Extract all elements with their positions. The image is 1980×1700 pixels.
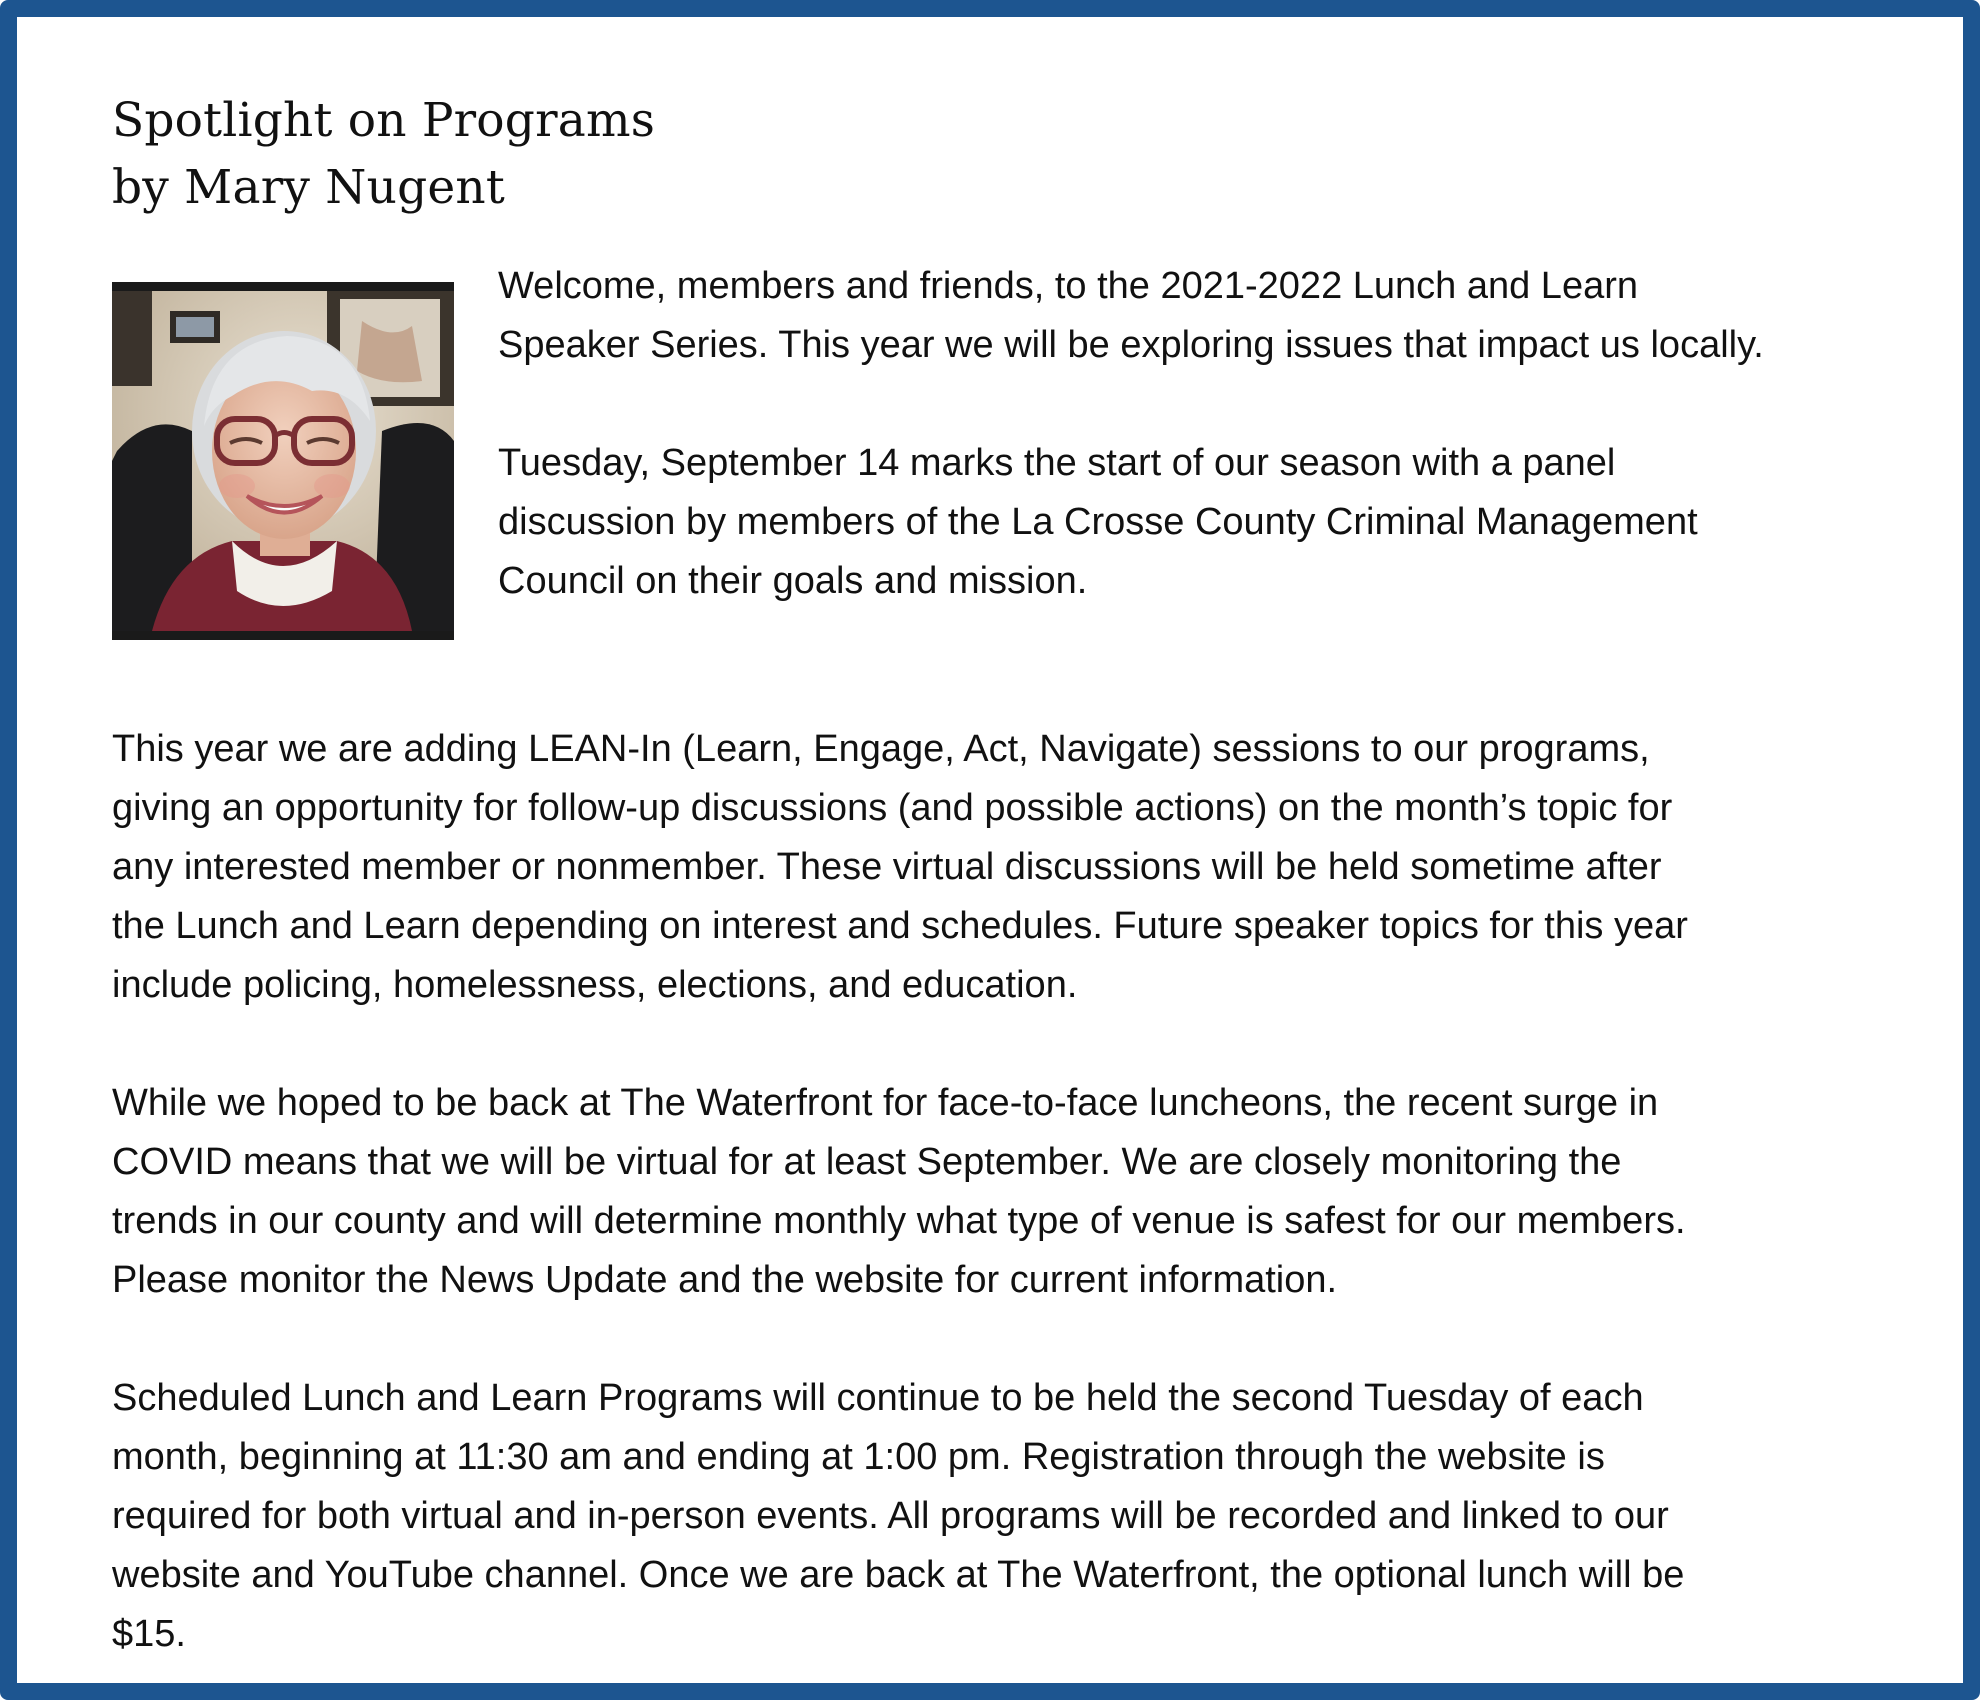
article-byline: by Mary Nugent (112, 160, 505, 215)
text-line: COVID means that we will be virtual for at least September. We are closely monitoring the (112, 1141, 1622, 1183)
text-line: Council on their goals and mission. (498, 560, 1088, 602)
article-heading (112, 87, 655, 221)
text-line: required for both virtual and in-person events. All programs will be recorded and linked to our (112, 1495, 1669, 1537)
article-body (112, 720, 1937, 1664)
text-line: $15. (112, 1613, 186, 1655)
paragraph-schedule (112, 1369, 1937, 1664)
text-line: This year we are adding LEAN-In (Learn, Engage, Act, Navigate) sessions to our programs, (112, 728, 1650, 770)
intro-paragraph-welcome (498, 257, 1928, 375)
text-line: While we hoped to be back at The Waterfront for face-to-face luncheons, the recent surge in (112, 1082, 1659, 1124)
article-title: Spotlight on Programs (112, 93, 656, 148)
text-line: any interested member or nonmember. These virtual discussions will be held sometime after (112, 846, 1662, 888)
paragraph-venue (112, 1074, 1937, 1310)
text-line: Welcome, members and friends, to the 2021-2022 Lunch and Learn (498, 265, 1638, 307)
text-line: include policing, homelessness, elections, and education. (112, 964, 1078, 1006)
text-line: website and YouTube channel. Once we are back at The Waterfront, the optional lunch will be (112, 1554, 1685, 1596)
text-line: discussion by members of the La Crosse County Criminal Management (498, 501, 1698, 543)
text-line: the Lunch and Learn depending on interest and schedules. Future speaker topics for this year (112, 905, 1688, 947)
text-line: trends in our county and will determine monthly what type of venue is safest for our members. (112, 1200, 1686, 1242)
text-line: Scheduled Lunch and Learn Programs will continue to be held the second Tuesday of each (112, 1377, 1644, 1419)
portrait-photo-icon (112, 291, 454, 631)
text-line: month, beginning at 11:30 am and ending at 1:00 pm. Registration through the website is (112, 1436, 1605, 1478)
paragraph-lean-in (112, 720, 1937, 1015)
text-line: giving an opportunity for follow-up discussions (and possible actions) on the month’s topic for (112, 787, 1673, 829)
author-photo (112, 282, 454, 640)
intro-paragraph-season-start (498, 434, 1928, 611)
text-line: Speaker Series. This year we will be exploring issues that impact us locally. (498, 324, 1764, 366)
text-line: Please monitor the News Update and the website for current information. (112, 1259, 1338, 1301)
intro-text (498, 257, 1928, 670)
text-line: Tuesday, September 14 marks the start of our season with a panel (498, 442, 1616, 484)
